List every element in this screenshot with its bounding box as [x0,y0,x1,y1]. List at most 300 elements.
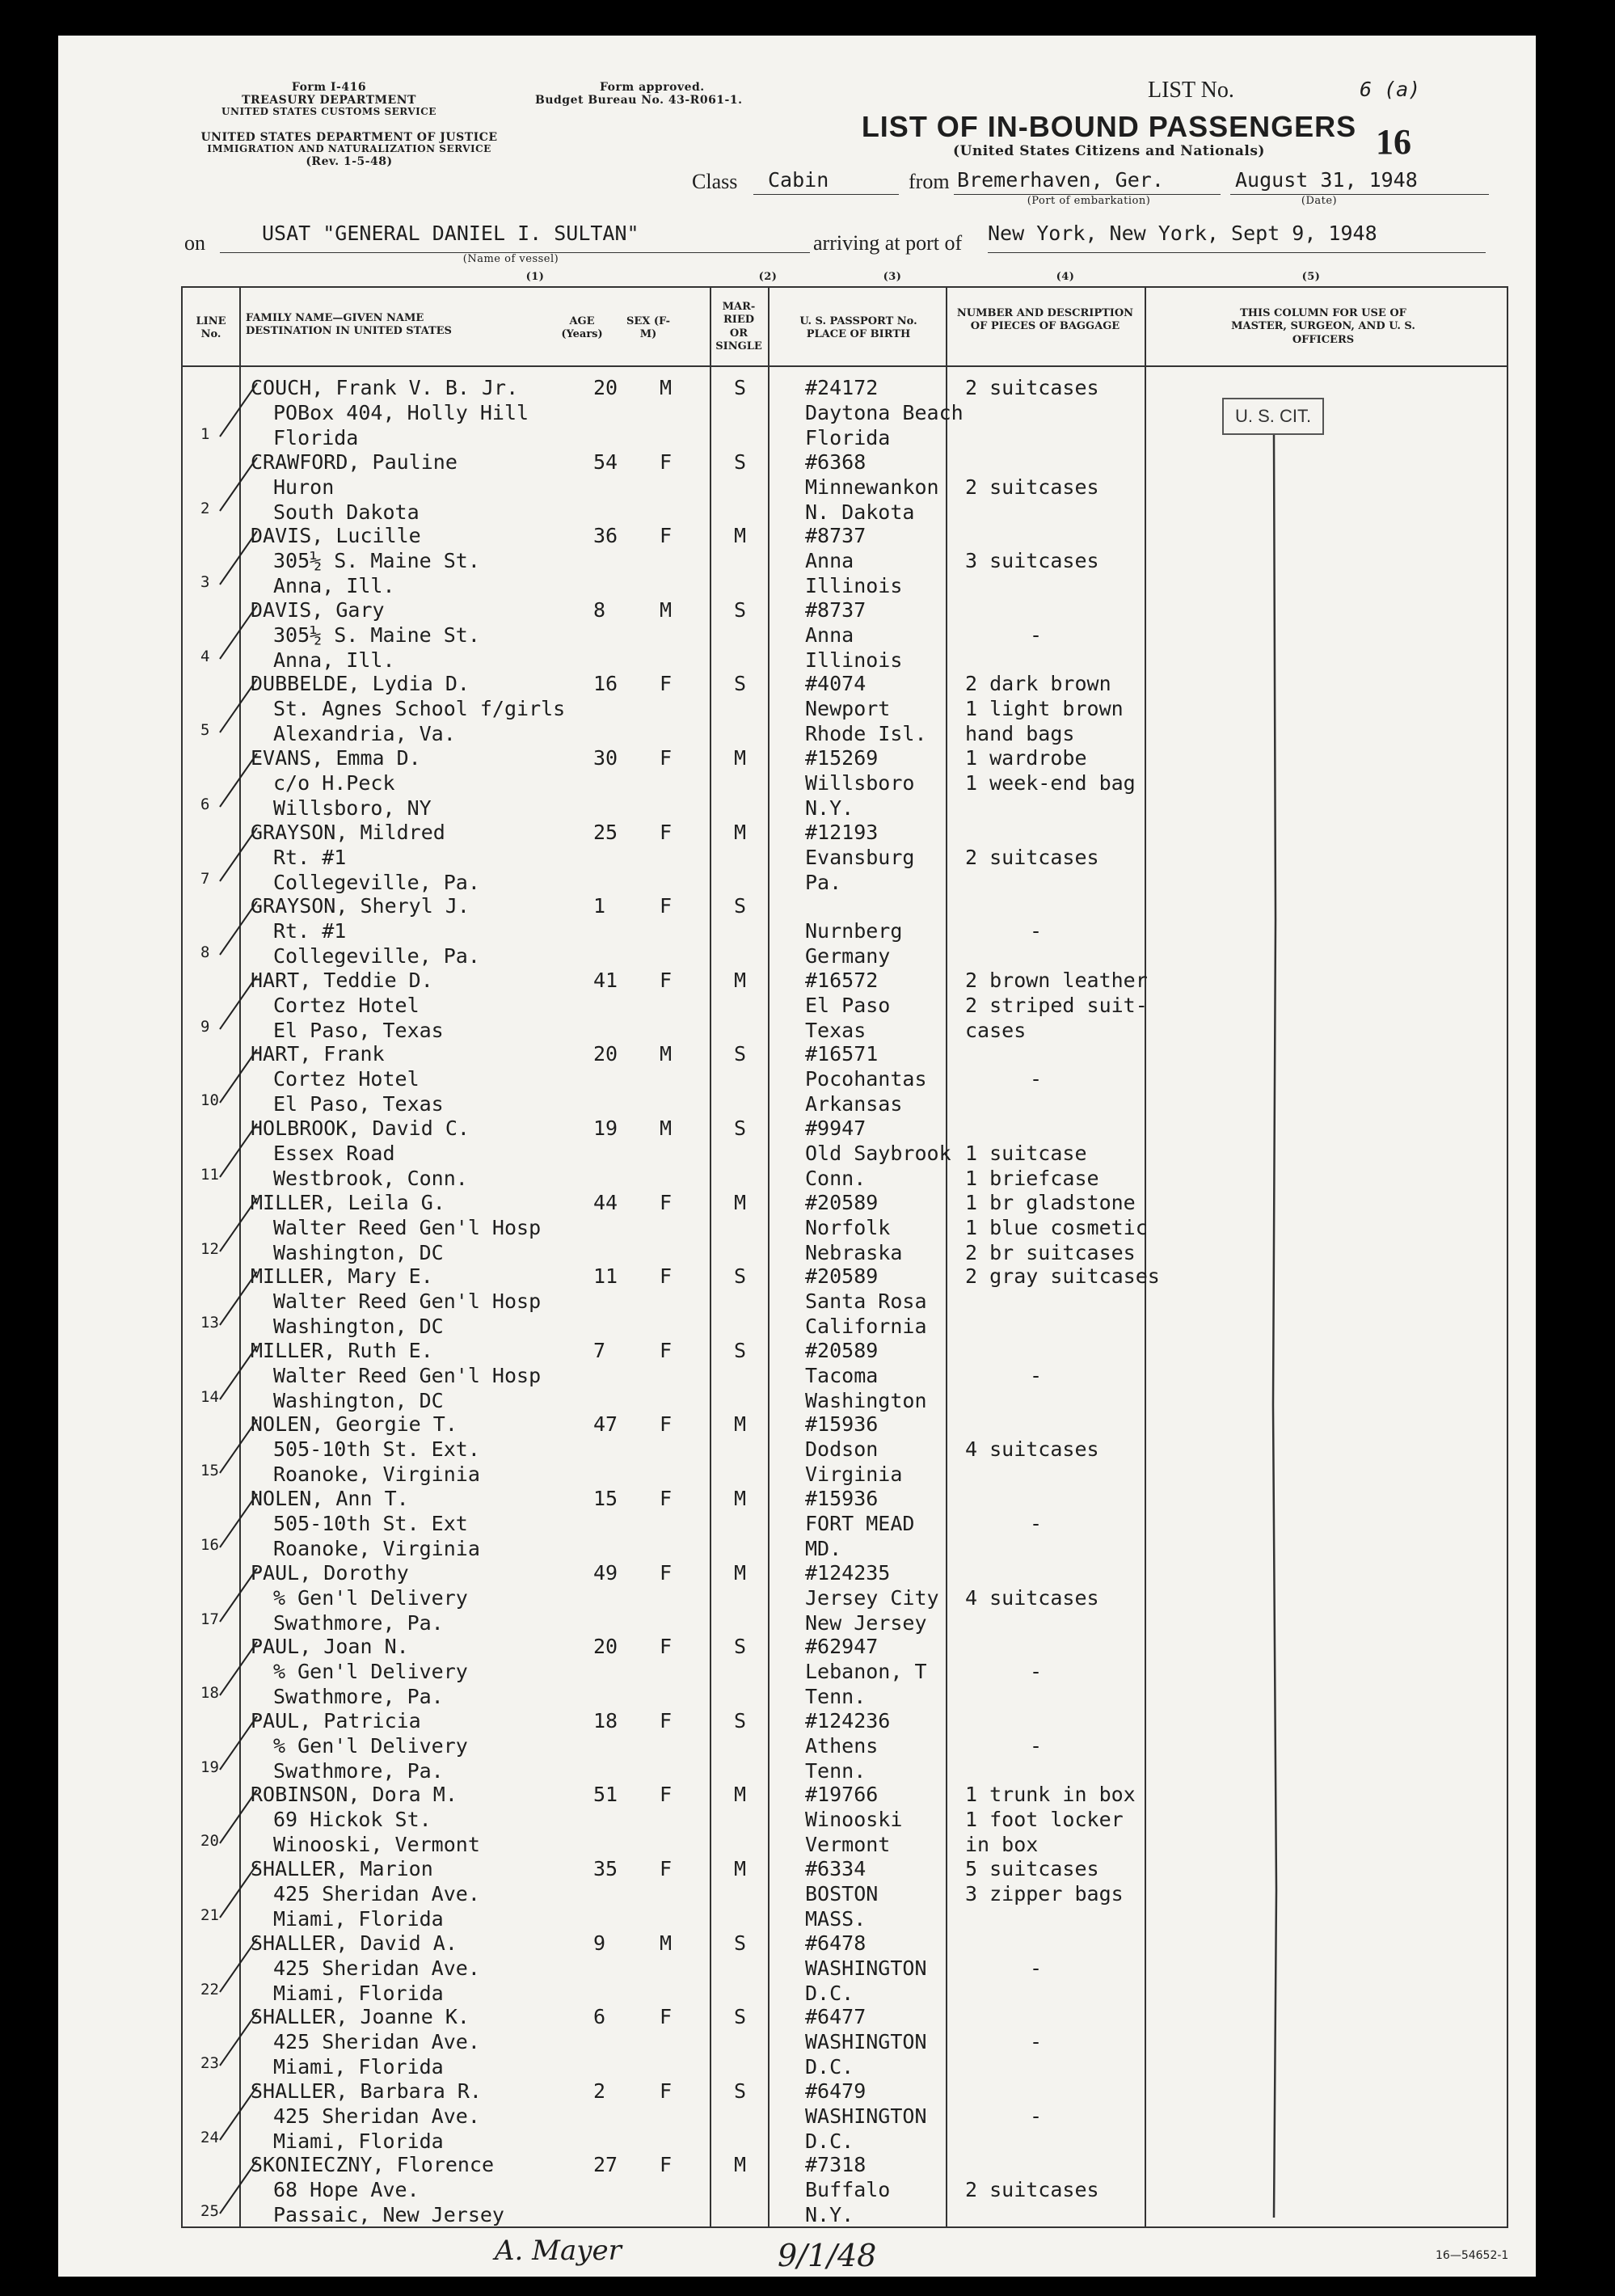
place-of-birth: Conn. [805,1167,867,1190]
ins-service: IMMIGRATION AND NATURALIZATION SERVICE [207,143,491,155]
col-div-married [710,286,711,2228]
line-number: 4 [200,647,210,665]
place-of-birth: Norfolk [805,1215,891,1239]
col-header-officers: THIS COLUMN FOR USE OF MASTER, SURGEON, AND U. S. OFFICERS [1231,307,1415,346]
list-no-label: LIST No. [1148,78,1234,103]
destination-line: Willsboro, NY [273,796,432,820]
sex-cell: F [660,524,673,548]
destination-line: Roanoke, Virginia [273,1537,480,1560]
passport-number: #24172 [805,376,879,399]
page-number: 16 [1376,122,1411,162]
age-cell: 11 [593,1264,618,1289]
baggage-line: - [1030,1660,1043,1684]
col-num-2: (2) [758,271,778,283]
baggage-line: in box [965,1833,1039,1857]
marital-status-cell: M [734,968,747,992]
place-of-birth: Nebraska [805,1240,903,1264]
check-mark [217,750,265,815]
passenger-name: SHALLER, David A. [251,1931,458,1955]
passenger-name: HART, Frank [251,1042,385,1066]
check-mark [217,2083,265,2148]
place-of-birth: N.Y. [805,796,854,820]
destination-line: South Dakota [273,500,420,524]
destination-line: Miami, Florida [273,2129,444,2153]
arriving-label: arriving at port of [813,231,963,255]
passenger-name: COUCH, Frank V. B. Jr. [251,376,519,399]
col-header-married: MAR-RIED OR SINGLE [715,301,762,352]
destination-line: Miami, Florida [273,2055,444,2079]
destination-line: Rt. #1 [273,919,347,943]
justice-block [179,131,519,168]
baggage-line: 1 blue cosmetic [965,1215,1148,1239]
arrival-port-date: New York, New York, Sept 9, 1948 [988,222,1377,245]
destination-line: 425 Sheridan Ave. [273,1882,480,1906]
passport-number: #62947 [805,1635,879,1659]
marital-status-cell: S [734,1338,747,1362]
passenger-name: SHALLER, Joanne K. [251,2005,470,2029]
baggage-line: 2 br suitcases [965,1240,1136,1264]
check-mark [217,1565,265,1630]
baggage-line: 3 zipper bags [965,1882,1124,1906]
place-of-birth: Jersey City [805,1585,939,1610]
class-value: Cabin [768,168,829,192]
embarkation-date: August 31, 1948 [1235,168,1418,192]
destination-line: POBox 404, Holly Hill [273,401,529,424]
sex-cell: F [660,1708,673,1733]
destination-line: Swathmore, Pa. [273,1758,444,1783]
destination-line: 425 Sheridan Ave. [273,2030,480,2054]
baggage-line: 1 week-end bag [965,771,1136,795]
sex-cell: F [660,746,673,770]
passport-number: #9947 [805,1116,867,1140]
marital-status-cell: S [734,1635,747,1659]
passenger-name: GRAYSON, Mildred [251,820,445,844]
destination-line: Rt. #1 [273,845,347,869]
inspection-date: 9/1/48 [778,2238,877,2273]
destination-line: Alexandria, Va. [273,722,456,746]
age-cell: 41 [593,968,618,992]
destination-line: Swathmore, Pa. [273,1685,444,1709]
sex-cell: F [660,894,673,918]
passport-number: #7318 [805,2153,867,2177]
marital-status-cell: S [734,2079,747,2103]
check-mark [217,1713,265,1778]
baggage-line: 4 suitcases [965,1585,1099,1610]
form-code: 16—54652-1 [1436,2249,1509,2262]
destination-line: Cortez Hotel [273,993,420,1017]
place-of-birth: Texas [805,1018,867,1042]
place-of-birth: New Jersey [805,1610,927,1635]
check-mark [217,1268,265,1333]
check-mark [217,528,265,593]
destination-line: Roanoke, Virginia [273,1462,480,1487]
age-cell: 49 [593,1560,618,1585]
passport-number: #15936 [805,1487,879,1510]
destination-line: Winooski, Vermont [273,1833,480,1857]
embarkation-port: Bremerhaven, Ger. [957,168,1164,192]
baggage-line: - [1030,1512,1043,1535]
marital-status-cell: S [734,1264,747,1289]
line-number: 2 [200,499,210,517]
us-citizen-stamp: U. S. CIT. [1222,398,1324,435]
age-cell: 51 [593,1783,618,1807]
sex-cell: M [660,597,673,622]
col-num-3: (3) [883,271,902,283]
age-cell: 7 [593,1338,606,1362]
check-mark [217,1787,265,1851]
arrival-underline [988,252,1486,253]
place-of-birth: FORT MEAD [805,1512,915,1535]
baggage-line: 2 gray suitcases [965,1264,1160,1289]
baggage-line: 2 brown leather [965,968,1148,992]
check-mark [217,1935,265,2000]
check-mark [217,380,265,445]
header-bottom-border [181,365,1508,367]
sex-cell: F [660,1783,673,1807]
line-number: 19 [200,1758,219,1776]
baggage-line: 2 dark brown [965,672,1111,696]
check-mark [217,602,265,667]
marital-status-cell: M [734,2153,747,2177]
place-of-birth: Tenn. [805,1758,867,1783]
officer-signature: A. Mayer [495,2235,622,2267]
passport-number: #124235 [805,1560,891,1585]
passenger-name: HART, Teddie D. [251,968,433,992]
marital-status-cell: M [734,524,747,548]
col-header-baggage: NUMBER AND DESCRIPTION OF PIECES OF BAGGAGE [956,307,1134,333]
destination-line: Florida [273,426,359,449]
passenger-name: MILLER, Ruth E. [251,1338,433,1362]
place-of-birth: Arkansas [805,1092,903,1116]
passenger-name: NOLEN, Ann T. [251,1487,409,1510]
line-number: 22 [200,1980,219,1998]
age-cell: 44 [593,1190,618,1214]
baggage-line: 1 trunk in box [965,1783,1136,1807]
marital-status-cell: M [734,746,747,770]
check-mark [217,1416,265,1481]
passport-number: #15936 [805,1412,879,1437]
destination-line: St. Agnes School f/girls [273,697,566,721]
destination-line: Walter Reed Gen'l Hosp [273,1215,542,1239]
from-label: from [909,170,950,193]
sex-cell: F [660,820,673,844]
baggage-line: - [1030,919,1043,943]
passenger-name: HOLBROOK, David C. [251,1116,470,1140]
age-cell: 2 [593,2079,606,2103]
baggage-line: cases [965,1018,1027,1042]
marital-status-cell: S [734,449,747,474]
line-number: 23 [200,2054,219,2073]
destination-line: El Paso, Texas [273,1018,444,1042]
age-cell: 20 [593,1042,618,1066]
sex-cell: F [660,1190,673,1214]
class-underline [753,194,899,195]
passenger-name: DAVIS, Lucille [251,524,421,548]
marital-status-cell: S [734,1931,747,1955]
line-number: 5 [200,721,210,740]
passenger-name: PAUL, Joan N. [251,1635,409,1659]
passport-number: #6477 [805,2005,867,2029]
destination-line: 505-10th St. Ext [273,1512,468,1535]
line-number: 13 [200,1314,219,1332]
line-number: 6 [200,796,210,813]
marital-status-cell: M [734,1487,747,1510]
age-cell: 9 [593,1931,606,1955]
table-left-border [181,286,183,2228]
destination-line: 505-10th St. Ext. [273,1437,480,1462]
place-of-birth: Rhode Isl. [805,722,927,746]
line-number: 7 [200,869,210,888]
line-number: 14 [200,1387,219,1406]
marital-status-cell: M [734,1857,747,1880]
line-number: 1 [200,425,210,443]
passport-number: #6478 [805,1931,867,1955]
place-of-birth: BOSTON [805,1882,879,1906]
table-top-border [181,286,1508,288]
place-of-birth: Tacoma [805,1363,879,1387]
passenger-name: ROBINSON, Dora M. [251,1783,458,1807]
age-cell: 54 [593,449,618,474]
age-cell: 27 [593,2153,618,2177]
passenger-name: MILLER, Mary E. [251,1264,433,1289]
page-subtitle: (United States Citizens and Nationals) [953,143,1265,159]
place-of-birth: Minnewankon [805,475,939,499]
check-mark [217,973,265,1037]
age-cell: 16 [593,672,618,696]
marital-status-cell: M [734,1560,747,1585]
destination-line: Huron [273,475,335,499]
col-header-sex: SEX (F-M) [626,315,671,341]
destination-line: % Gen'l Delivery [273,1660,468,1684]
class-label: Class [692,170,738,193]
passenger-name: DAVIS, Gary [251,597,385,622]
line-number: 18 [200,1684,219,1703]
baggage-line: - [1030,1733,1043,1758]
place-of-birth: California [805,1315,927,1339]
destination-line: El Paso, Texas [273,1092,444,1116]
destination-line: Essex Road [273,1142,395,1165]
sex-cell: F [660,1857,673,1880]
destination-line: Westbrook, Conn. [273,1167,468,1190]
baggage-line: 2 suitcases [965,376,1099,399]
date-caption: (Date) [1301,195,1338,207]
check-mark [217,898,265,963]
place-of-birth: Vermont [805,1833,891,1857]
place-of-birth: WASHINGTON [805,2104,927,2128]
check-mark [217,1195,265,1260]
baggage-line: - [1030,1363,1043,1387]
destination-line: Anna, Ill. [273,574,395,598]
budget-bureau: Budget Bureau No. 43-R061-1. [535,94,743,108]
place-of-birth: Newport [805,697,891,721]
passenger-name: SHALLER, Marion [251,1857,433,1880]
baggage-line: 2 suitcases [965,2178,1099,2202]
line-number: 17 [200,1610,219,1628]
line-number: 3 [200,573,210,592]
justice-dept: UNITED STATES DEPARTMENT OF JUSTICE [200,131,498,144]
place-of-birth: Anna [805,623,854,647]
place-of-birth: Illinois [805,648,903,672]
destination-line: 425 Sheridan Ave. [273,1956,480,1980]
age-cell: 36 [593,524,618,548]
table-right-border [1507,286,1508,2228]
baggage-line: 4 suitcases [965,1437,1099,1462]
baggage-line: 1 suitcase [965,1142,1087,1165]
destination-line: % Gen'l Delivery [273,1733,468,1758]
destination-line: Miami, Florida [273,1907,444,1931]
line-number: 12 [200,1239,219,1258]
check-mark [217,2009,265,2074]
list-no-value: 6 (a) [1360,78,1421,101]
check-mark [217,1343,265,1408]
place-of-birth: El Paso [805,993,891,1017]
destination-line: Anna, Ill. [273,648,395,672]
marital-status-cell: S [734,1708,747,1733]
marital-status-cell: M [734,820,747,844]
destination-line: % Gen'l Delivery [273,1585,468,1610]
baggage-line: 1 foot locker [965,1808,1124,1832]
passport-number: #16571 [805,1042,879,1066]
col-num-4: (4) [1056,271,1075,283]
passenger-manifest-page [58,36,1536,2277]
baggage-line: 5 suitcases [965,1857,1099,1880]
place-of-birth: Buffalo [805,2178,891,2202]
destination-line: 69 Hickok St. [273,1808,432,1832]
check-mark [217,1861,265,1926]
destination-line: 305½ S. Maine St. [273,549,480,573]
age-cell: 20 [593,376,618,399]
date-underline [1230,194,1489,195]
marital-status-cell: S [734,1042,747,1066]
sex-cell: F [660,672,673,696]
check-mark [217,1046,265,1111]
marital-status-cell: S [734,672,747,696]
marital-status-cell: S [734,1116,747,1140]
baggage-line: - [1030,623,1043,647]
marital-status-cell: S [734,376,747,399]
line-number: 21 [200,1906,219,1924]
line-number: 25 [200,2202,219,2221]
destination-line: Washington, DC [273,1240,444,1264]
line-number: 20 [200,1832,219,1851]
age-cell: 25 [593,820,618,844]
baggage-line: - [1030,2030,1043,2054]
sex-cell: F [660,1560,673,1585]
line-number: 15 [200,1462,219,1480]
col-div-passport [768,286,770,2228]
baggage-line: - [1030,1956,1043,1980]
marital-status-cell: M [734,1190,747,1214]
baggage-line: 3 suitcases [965,549,1099,573]
passenger-name: SKONIECZNY, Florence [251,2153,495,2177]
destination-line: Miami, Florida [273,1981,444,2005]
check-mark [217,2157,265,2222]
passenger-name: PAUL, Dorothy [251,1560,409,1585]
place-of-birth: Santa Rosa [805,1289,927,1314]
place-of-birth: Germany [805,944,891,969]
age-cell: 18 [593,1708,618,1733]
destination-line: 305½ S. Maine St. [273,623,480,647]
marital-status-cell: S [734,2005,747,2029]
col-header-age: AGE (Years) [561,315,603,341]
marital-status-cell: M [734,1412,747,1437]
passport-number: #20589 [805,1190,879,1214]
on-label: on [184,231,205,255]
passport-number: #15269 [805,746,879,770]
sex-cell: F [660,2153,673,2177]
treasury-dept: TREASURY DEPARTMENT [242,94,416,108]
place-of-birth: Illinois [805,574,903,598]
customs-service: UNITED STATES CUSTOMS SERVICE [221,106,436,118]
place-of-birth: D.C. [805,2055,854,2079]
baggage-line: hand bags [965,722,1075,746]
place-of-birth: Anna [805,549,854,573]
passenger-name: SHALLER, Barbara R. [251,2079,482,2103]
form-revision: (Rev. 1-5-48) [306,154,393,168]
destination-line: Washington, DC [273,1315,444,1339]
check-mark [217,676,265,741]
place-of-birth: MASS. [805,1907,867,1931]
place-of-birth: Florida [805,426,891,449]
passenger-name: DUBBELDE, Lydia D. [251,672,470,696]
sex-cell: M [660,1116,673,1140]
place-of-birth: N.Y. [805,2203,854,2227]
passport-number: #6479 [805,2079,867,2103]
place-of-birth: Pocohantas [805,1067,927,1091]
destination-line: Passaic, New Jersey [273,2203,504,2227]
passport-number: #20589 [805,1338,879,1362]
col-div-baggage [946,286,947,2228]
baggage-line: 1 briefcase [965,1167,1099,1190]
col-num-1: (1) [525,271,545,283]
passenger-name: PAUL, Patricia [251,1708,421,1733]
passport-number: #12193 [805,820,879,844]
destination-line: Walter Reed Gen'l Hosp [273,1289,542,1314]
form-approved: Form approved. [600,81,705,94]
age-cell: 1 [593,894,606,918]
check-mark [217,1491,265,1555]
place-of-birth: D.C. [805,1981,854,2005]
passenger-name: MILLER, Leila G. [251,1190,445,1214]
line-number: 24 [200,2128,219,2146]
age-cell: 19 [593,1116,618,1140]
place-of-birth: Washington [805,1388,927,1412]
baggage-line: 2 striped suit- [965,993,1148,1017]
sex-cell: F [660,1412,673,1437]
sex-cell: M [660,1042,673,1066]
passenger-name: GRAYSON, Sheryl J. [251,894,470,918]
passport-number: #20589 [805,1264,879,1289]
place-of-birth: D.C. [805,2129,854,2153]
sex-cell: M [660,1931,673,1955]
officer-check-line [1263,435,1287,2222]
place-of-birth: Athens [805,1733,879,1758]
place-of-birth: Lebanon, T [805,1660,927,1684]
destination-line: Collegeville, Pa. [273,870,480,894]
passport-number: #16572 [805,968,879,992]
passport-number: #6368 [805,449,867,474]
baggage-line: 1 wardrobe [965,746,1087,770]
check-mark [217,825,265,889]
destination-line: 68 Hope Ave. [273,2178,420,2202]
baggage-line: 2 suitcases [965,845,1099,869]
sex-cell: F [660,1487,673,1510]
passenger-name: CRAWFORD, Pauline [251,449,458,474]
destination-line: Washington, DC [273,1388,444,1412]
line-number: 10 [200,1091,219,1110]
page-title: LIST OF IN-BOUND PASSENGERS [861,110,1357,143]
destination-line: Walter Reed Gen'l Hosp [273,1363,542,1387]
